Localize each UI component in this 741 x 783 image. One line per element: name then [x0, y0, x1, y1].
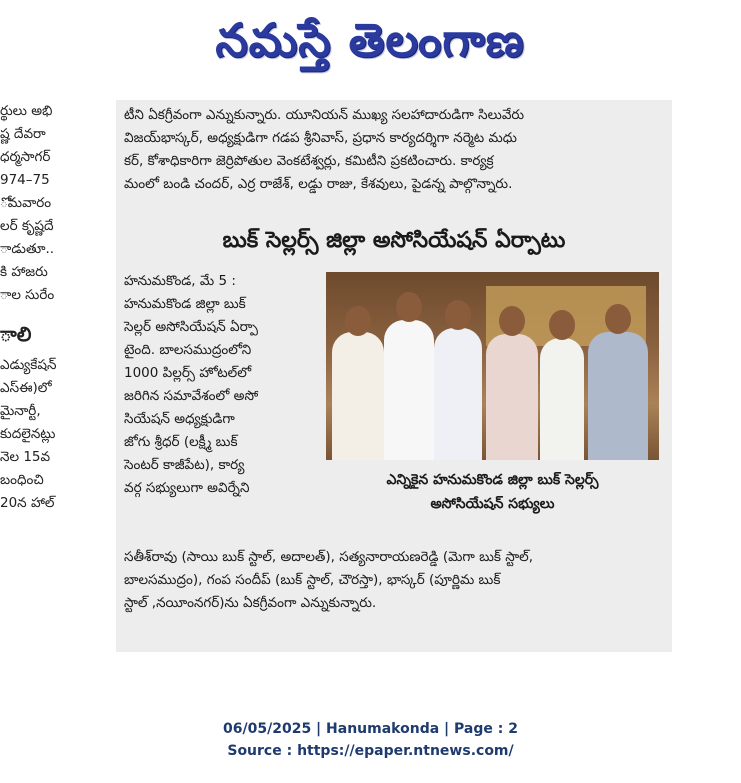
photo-caption — [326, 468, 659, 516]
newspaper-masthead: నమస్తే తెలంగాణ — [215, 13, 525, 67]
news-clipping — [116, 100, 672, 652]
previous-article-tail — [124, 104, 664, 196]
article-headline: బుక్ సెల్లర్స్ జిల్లా అసోసియేషన్ ఏర్పాటు — [222, 228, 566, 253]
left-text-line: ోమవారం — [0, 195, 52, 211]
article-line: టీని ఏకగ్రీవంగా ఎన్నుకున్నారు. యూనియన్ ముఖ్య సలహాదారుడిగా సిలువేరు — [124, 107, 525, 123]
article-body-continued — [124, 546, 664, 615]
left-text-line: లర్ కృష్ణదే — [0, 218, 54, 234]
group-photo — [326, 272, 659, 460]
article-line: కర్, కోశాధికారిగా జెర్రిపోతుల వెంకటేశ్వర్లు, కమిటీని ప్రకటించారు. కార్యక్ర — [124, 153, 494, 169]
left-text-line: ాల సురేం — [0, 287, 55, 303]
article-line: టైంది. బాలసముద్రంలోని — [124, 342, 252, 358]
left-text-line: ధర్మసాగర్ — [0, 149, 51, 165]
article-line: సెల్లర్ అసోసియేషన్ ఏర్పా — [124, 319, 258, 335]
left-text-line: నెల 15వ — [0, 449, 51, 465]
left-text-line: ాడుతూ.. — [0, 241, 55, 257]
article-line: వర్గ సభ్యులుగా అవిర్నేని — [124, 480, 250, 496]
person-figure — [384, 320, 434, 460]
article-line: జోగు శ్రీధర్ (లక్ష్మీ బుక్ — [124, 434, 238, 450]
left-text-line: 974–75 — [0, 172, 50, 188]
article-line: 1000 పిల్లర్స్ హోటల్‌లో — [124, 365, 252, 381]
caption-line: ఎన్నికైన హనుమకొండ జిల్లా బుక్ సెల్లర్స్ — [386, 472, 599, 488]
article-line: బాలసముద్రం), గంప సందీప్ (బుక్ స్టాల్, చౌరస్తా), భాస్కర్ (పూర్ణిమ బుక్ — [124, 572, 501, 588]
article-line: విజయ్‌భాస్కర్, అధ్యక్షుడిగా గడప శ్రీనివాస్, ప్రధాన కార్యదర్శిగా నర్మెట మధు — [124, 130, 517, 146]
left-text-line: ఎడ్యుకేషన్ — [0, 357, 57, 373]
article-dateline: హనుమకొండ, మే 5 : — [124, 273, 236, 289]
left-text-line: 20న హాల్ — [0, 495, 55, 511]
article-line: హనుమకొండ జిల్లా బుక్ — [124, 296, 246, 312]
article-line: జరిగిన సమావేశంలో అసో — [124, 388, 259, 404]
left-adjacent-column — [0, 100, 108, 630]
article-line: సియేషన్ అధ్యక్షుడిగా — [124, 411, 235, 427]
caption-line: అసోసియేషన్ సభ్యులు — [430, 496, 555, 512]
article-line: సెంటర్ కాజీపేట), కార్య — [124, 457, 245, 473]
person-figure — [540, 338, 584, 460]
article-line: సతీశ్‌రావు (సాయి బుక్ స్టాల్, అదాలత్), సత్యనారాయణరెడ్డి (మెగా బుక్ స్టాల్, — [124, 549, 534, 565]
left-text-line: కుదలైనట్లు — [0, 426, 56, 442]
person-figure — [332, 332, 384, 460]
edition-info: 06/05/2025 | Hanumakonda | Page : 2 — [223, 721, 518, 737]
article-line: స్టాల్ ,నయీంనగర్)ను ఏకగ్రీవంగా ఎన్నుకున్నారు. — [124, 595, 377, 611]
left-text-line: బంధించి — [0, 472, 44, 488]
left-text-line: కి హాజరు — [0, 264, 48, 280]
person-figure — [486, 334, 538, 460]
left-text-line: ఎస్ఈ)లో — [0, 380, 52, 396]
page-footer — [0, 718, 741, 762]
left-text-line: మైనార్టీ, — [0, 403, 41, 419]
person-figure — [434, 328, 482, 460]
source-link[interactable]: Source : https://epaper.ntnews.com/ — [227, 743, 514, 759]
person-figure — [588, 332, 648, 460]
left-text-line: ష్ణ దేవరా — [0, 126, 46, 142]
left-column-heading: ాలి — [0, 322, 32, 346]
article-body-column — [124, 270, 324, 500]
article-line: మంలో బండి చందర్, ఎర్ర రాజేశ్, లడ్డు రాజు, కేశవులు, పైడన్న పాల్గొన్నారు. — [124, 176, 513, 192]
left-text-line: ర్థులు అభి — [0, 103, 53, 119]
